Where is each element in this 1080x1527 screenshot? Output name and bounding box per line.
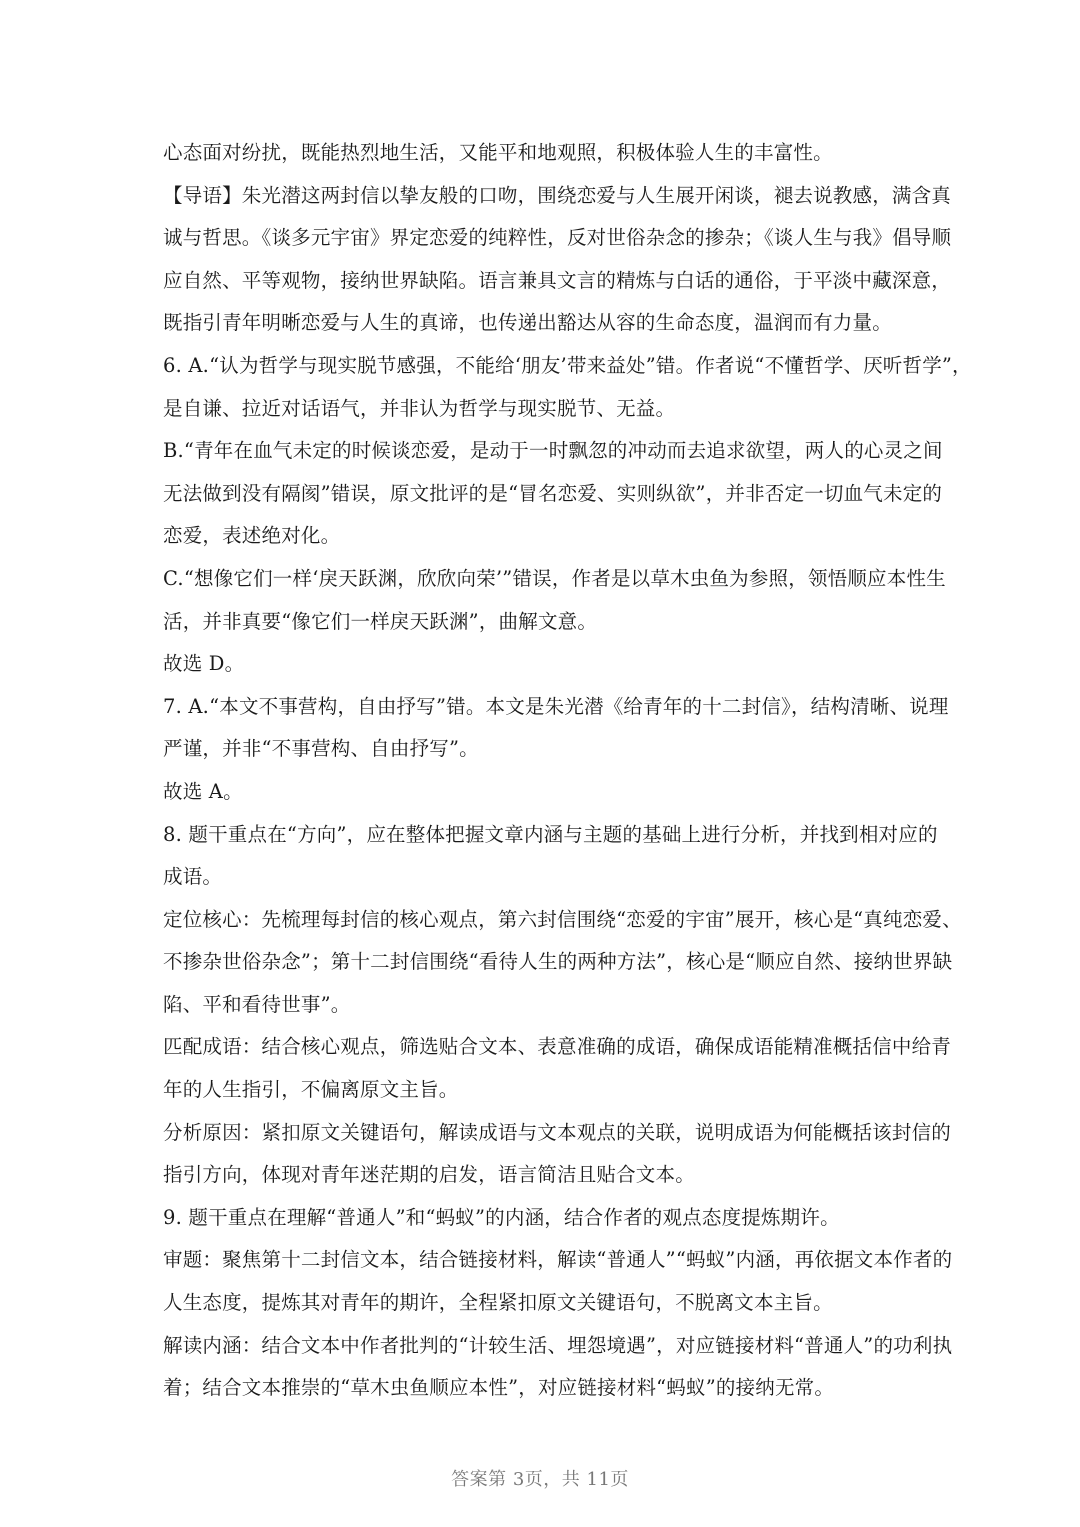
text-line: 无法做到没有隔阂”错误，原文批评的是“冒名恋爱、实则纵欲”，并非否定一切血气未定的 (163, 481, 943, 505)
text-line: 成语。 (163, 865, 223, 889)
text-line: 7. A.“本文不事营构，自由抒写”错。本文是朱光潜《给青年的十二封信》，结构清晰、说理 (163, 694, 949, 718)
text-line: 人生态度，提炼其对青年的期许，全程紧扣原文关键语句，不脱离文本主旨。 (163, 1291, 833, 1315)
text-line: 匹配成语：结合核心观点，筛选贴合文本、表意准确的成语，确保成语能精准概括信中给青 (163, 1035, 952, 1059)
text-line: 故选 A。 (163, 779, 243, 803)
text-line: 恋爱，表述绝对化。 (163, 524, 341, 548)
text-line: 着；结合文本推崇的“草木虫鱼顺应本性”，对应链接材料“蚂蚁”的接纳无常。 (163, 1376, 835, 1400)
text-line: 既指引青年明晰恋爱与人生的真谛，也传递出豁达从容的生命态度，温润而有力量。 (163, 311, 892, 335)
body-text (163, 132, 972, 1410)
text-line: 诚与哲思。《谈多元宇宙》界定恋爱的纯粹性，反对世俗杂念的掺杂；《谈人生与我》倡导顺 (163, 226, 952, 250)
text-line: 审题：聚焦第十二封信文本，结合链接材料，解读“普通人”“蚂蚁”内涵，再依据文本作者的 (163, 1248, 953, 1272)
text-line: 严谨，并非“不事营构、自由抒写”。 (163, 737, 479, 761)
text-line: 分析原因：紧扣原文关键语句，解读成语与文本观点的关联，说明成语为何能概括该封信的 (163, 1120, 952, 1144)
text-line: 故选 D。 (163, 652, 245, 676)
page-footer: 答案第 3页，共 11页 (451, 1469, 629, 1490)
text-line: C.“想像它们一样‘戾天跃渊，欣欣向荣’”错误，作者是以草木虫鱼为参照，领悟顺应本性生 (163, 566, 946, 590)
text-line: 是自谦、拉近对话语气，并非认为哲学与现实脱节、无益。 (163, 396, 676, 420)
text-line: 指引方向，体现对青年迷茫期的启发，语言简洁且贴合文本。 (163, 1163, 695, 1187)
text-line: B.“青年在血气未定的时候谈恋爱，是动于一时飘忽的冲动而去追求欲望，两人的心灵之间 (163, 439, 943, 463)
text-line: 解读内涵：结合文本中作者批判的“计较生活、埋怨境遇”，对应链接材料“普通人”的功利执 (163, 1333, 953, 1357)
text-line: 定位核心：先梳理每封信的核心观点，第六封信围绕“恋爱的宇宙”展开，核心是“真纯恋爱、 (163, 907, 962, 931)
text-line: 9. 题干重点在理解“普通人”和“蚂蚁”的内涵，结合作者的观点态度提炼期许。 (163, 1205, 840, 1229)
text-line: 8. 题干重点在“方向”，应在整体把握文章内涵与主题的基础上进行分析，并找到相对应的 (163, 822, 938, 846)
text-line: 【导语】朱光潜这两封信以挚友般的口吻，围绕恋爱与人生展开闲谈，褪去说教感，满含真 (163, 183, 952, 207)
text-line: 6. A.“认为哲学与现实脱节感强，不能给‘朋友’带来益处”错。作者说“不懂哲学、厌听哲学”， (163, 353, 972, 377)
text-line: 心态面对纷扰，既能热烈地生活，又能平和地观照，积极体验人生的丰富性。 (163, 141, 833, 164)
text-line: 陷、平和看待世事”。 (163, 992, 351, 1016)
text-line: 不掺杂世俗杂念”；第十二封信围绕“看待人生的两种方法”，核心是“顺应自然、接纳世界缺 (163, 950, 953, 974)
text-line: 活，并非真要“像它们一样戾天跃渊”，曲解文意。 (163, 609, 598, 633)
text-line: 应自然、平等观物，接纳世界缺陷。语言兼具文言的精炼与白话的通俗，于平淡中藏深意， (163, 268, 952, 292)
text-line: 年的人生指引，不偏离原文主旨。 (163, 1078, 459, 1102)
